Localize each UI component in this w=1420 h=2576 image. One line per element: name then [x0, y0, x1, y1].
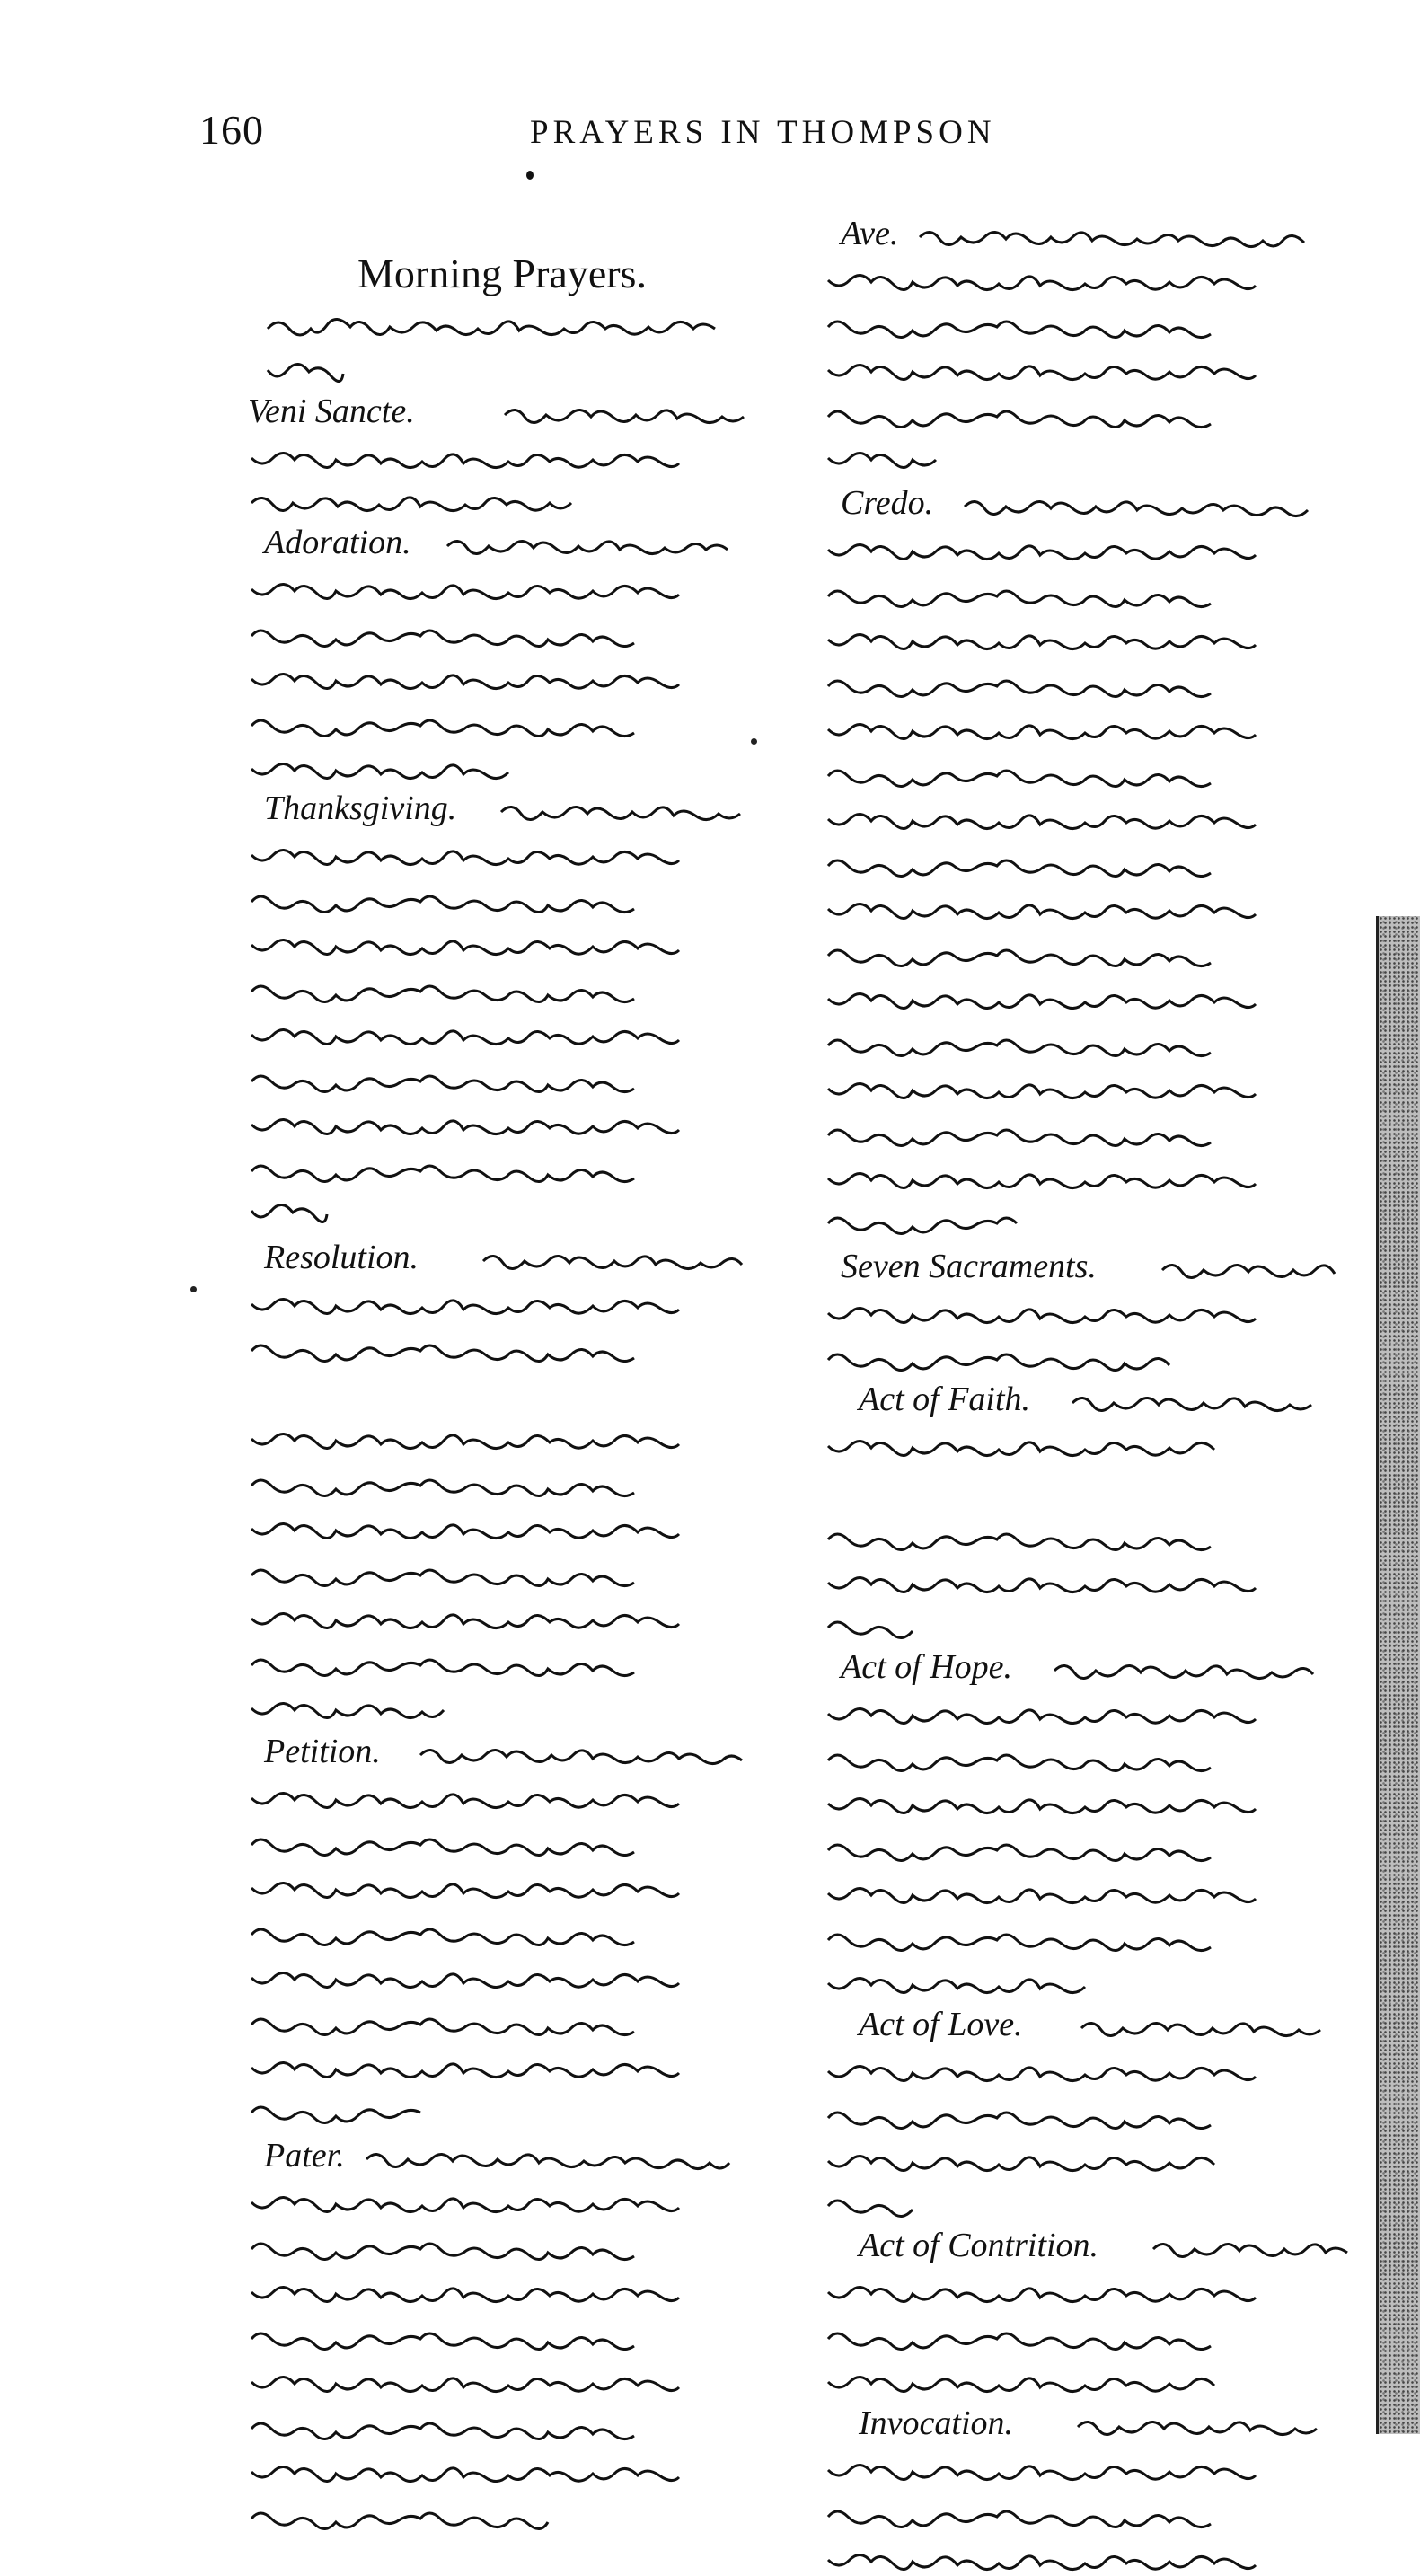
left-column [232, 214, 807, 2387]
section-title-adoration: Adoration. [264, 524, 411, 561]
shorthand-line [1159, 1254, 1365, 1284]
shorthand-line [248, 1425, 787, 1455]
shorthand-line [916, 221, 1365, 251]
shorthand-line [825, 1207, 1058, 1238]
shorthand-line [825, 1432, 1345, 1462]
shorthand-line [248, 444, 787, 474]
shorthand-line [248, 2188, 787, 2219]
shorthand-line [825, 1029, 1363, 1060]
shorthand-line [825, 670, 1363, 701]
shorthand-line [248, 2413, 787, 2443]
shorthand-line [825, 356, 1363, 386]
shorthand-line [825, 1074, 1363, 1105]
shorthand-line [248, 1874, 787, 1904]
shorthand-line [248, 1829, 787, 1859]
shorthand-line [248, 1469, 787, 1500]
shorthand-line [248, 1694, 490, 1725]
shorthand-line [825, 2190, 923, 2220]
shorthand-line [825, 1789, 1363, 1820]
shorthand-line [248, 2502, 634, 2533]
shorthand-line [825, 715, 1363, 745]
shorthand-line [825, 2368, 1345, 2398]
shorthand-line [248, 1784, 787, 1814]
shorthand-line [248, 2008, 787, 2039]
shorthand-line [825, 1969, 1148, 1999]
shorthand-line [825, 805, 1363, 835]
shorthand-line [825, 2545, 1363, 2576]
section-title-resolution: Resolution. [264, 1239, 419, 1276]
section-title-act-of-hope: Act of Hope. [841, 1648, 1013, 1686]
shorthand-line [417, 1739, 785, 1769]
shorthand-line [248, 665, 787, 695]
shorthand-line [825, 535, 1363, 566]
shorthand-line [825, 1164, 1363, 1195]
shorthand-line [248, 2096, 428, 2127]
stray-ink-mark [190, 1286, 197, 1292]
shorthand-line [248, 1155, 787, 1186]
shorthand-line [825, 1523, 1363, 1554]
shorthand-line [248, 1963, 787, 1994]
shorthand-line [248, 620, 787, 650]
section-title-invocation: Invocation. [859, 2404, 1014, 2442]
section-title-pater: Pater. [264, 2137, 345, 2175]
shorthand-line [248, 1198, 329, 1229]
running-title: PRAYERS IN THOMPSON [530, 114, 996, 151]
shorthand-line [248, 575, 787, 605]
section-title-seven-sacraments: Seven Sacraments. [841, 1248, 1097, 1285]
section-title-credo: Credo. [841, 484, 934, 522]
section-title-petition: Petition. [264, 1733, 381, 1770]
stray-ink-mark [751, 738, 757, 745]
shorthand-line [248, 931, 787, 961]
shorthand-line [825, 1879, 1363, 1910]
shorthand-line [363, 2143, 785, 2174]
shorthand-line [825, 266, 1363, 296]
shorthand-line [825, 2278, 1363, 2308]
shorthand-line [825, 1119, 1363, 1150]
shorthand-line [248, 975, 787, 1006]
shorthand-line [1150, 2233, 1365, 2263]
shorthand-line [248, 1919, 787, 1949]
shorthand-line [248, 487, 715, 517]
shorthand-line [825, 940, 1363, 970]
shorthand-line [825, 895, 1363, 925]
shorthand-line [825, 1834, 1363, 1865]
shorthand-line [248, 2233, 787, 2263]
section-title-act-of-faith: Act of Faith. [859, 1381, 1031, 1418]
shorthand-line [825, 984, 1363, 1015]
shorthand-line [264, 313, 812, 343]
shorthand-line [825, 2323, 1363, 2353]
page-edge-shadow [1379, 916, 1420, 2434]
shorthand-line [248, 1559, 787, 1590]
shorthand-line [825, 580, 1363, 611]
shorthand-line [825, 444, 959, 474]
shorthand-line [264, 357, 345, 388]
shorthand-line [248, 1604, 787, 1635]
shorthand-line [248, 886, 787, 916]
shorthand-line [498, 796, 785, 826]
shorthand-line [248, 1514, 787, 1545]
shorthand-line [825, 1299, 1363, 1329]
shorthand-line [248, 1110, 787, 1141]
shorthand-line [248, 1020, 787, 1051]
shorthand-line [825, 1568, 1363, 1599]
section-title-veni-sancte: Veni Sancte. [248, 393, 415, 430]
section-title-act-of-contrition: Act of Contrition. [859, 2227, 1099, 2264]
shorthand-line [248, 1649, 787, 1680]
shorthand-line [825, 1744, 1363, 1775]
shorthand-line [825, 850, 1363, 880]
shorthand-line [825, 311, 1363, 341]
shorthand-line [825, 1344, 1327, 1374]
shorthand-line [825, 2057, 1363, 2087]
section-title-act-of-love: Act of Love. [859, 2006, 1023, 2043]
shorthand-line [961, 490, 1365, 521]
shorthand-line [1051, 1654, 1365, 1685]
shorthand-line [825, 1699, 1363, 1730]
shorthand-line [444, 530, 785, 560]
shorthand-line [825, 1924, 1363, 1954]
shorthand-line [248, 2278, 787, 2308]
shorthand-line [248, 1065, 787, 1096]
right-column [808, 214, 1383, 2442]
morning-prayers-heading: Morning Prayers. [357, 251, 647, 296]
shorthand-line [248, 1290, 787, 1320]
shorthand-line [1078, 2012, 1365, 2042]
shorthand-line [248, 2053, 787, 2084]
shorthand-line [248, 2457, 787, 2488]
shorthand-line [825, 2147, 1345, 2177]
shorthand-line [1069, 1387, 1365, 1417]
section-title-ave: Ave. [841, 215, 899, 252]
shorthand-line [825, 760, 1363, 790]
shorthand-line [825, 2102, 1363, 2132]
running-head [0, 106, 1420, 160]
shorthand-line [825, 2456, 1363, 2486]
shorthand-line [480, 1245, 785, 1275]
page-number: 160 [199, 107, 264, 153]
shorthand-line [248, 841, 787, 871]
shorthand-line [825, 625, 1363, 656]
shorthand-line [825, 2501, 1363, 2531]
shorthand-line [248, 1335, 787, 1365]
shorthand-line [248, 710, 787, 740]
shorthand-line [248, 2368, 787, 2398]
shorthand-line [248, 754, 562, 785]
section-title-thanksgiving: Thanksgiving. [264, 790, 457, 827]
shorthand-line [248, 2323, 787, 2353]
ornament-dot [526, 171, 534, 180]
shorthand-line [501, 399, 789, 429]
shorthand-line [1074, 2411, 1365, 2441]
shorthand-line [825, 401, 1363, 431]
shorthand-line [825, 1611, 932, 1642]
